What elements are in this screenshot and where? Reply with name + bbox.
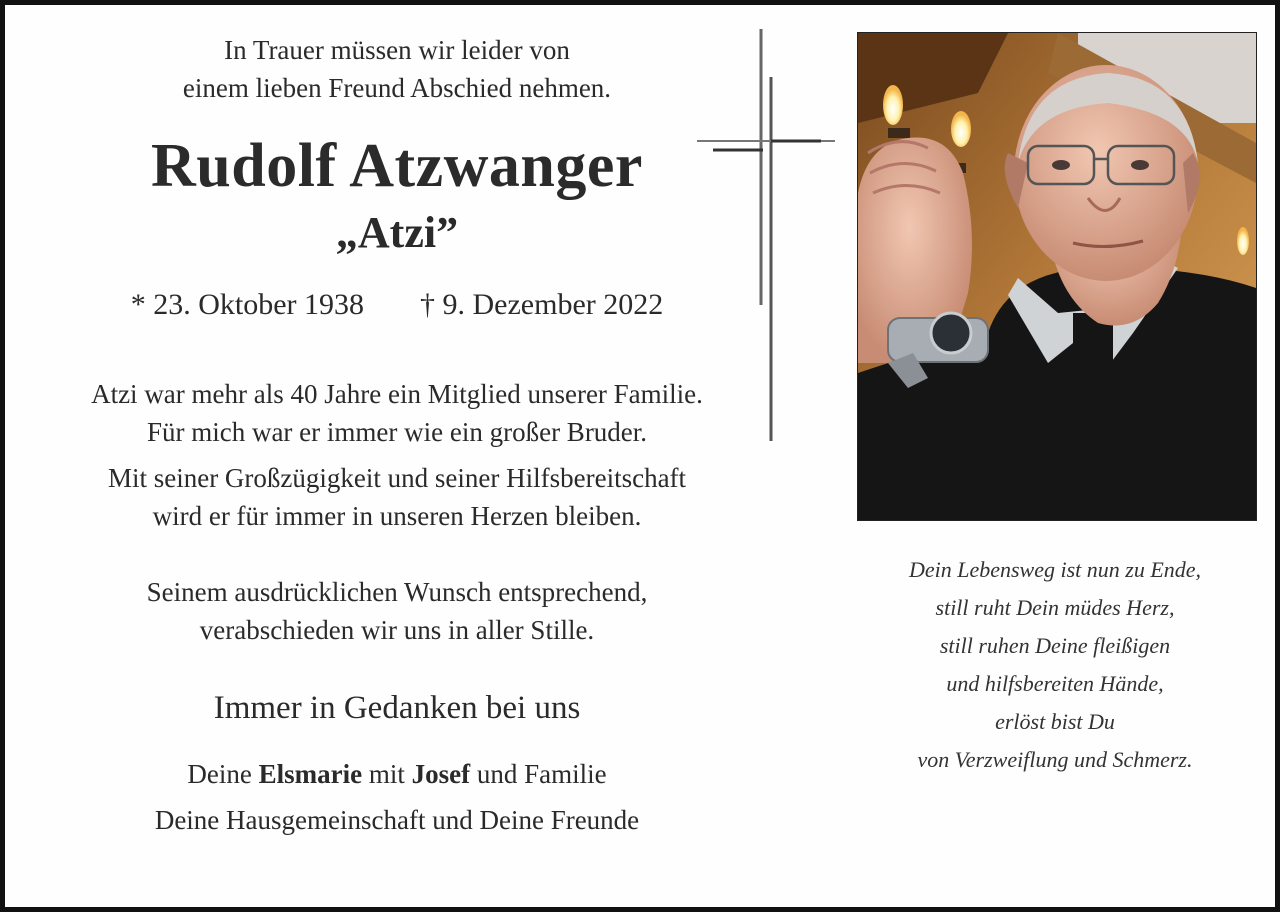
signature-line-1 [23, 755, 771, 793]
body-line-2: Für mich war er immer wie ein großer Bruder. [146, 417, 648, 447]
memorial-poem [865, 551, 1245, 779]
signature-middle: mit [362, 759, 412, 789]
obituary-text-column [23, 31, 771, 839]
signature-suffix: und Familie [470, 759, 607, 789]
life-dates [23, 285, 771, 325]
body-line-4: wird er für immer in unseren Herzen bleiben. [152, 501, 642, 531]
birth-date: * 23. Oktober 1938 [130, 288, 365, 321]
cross-icon [695, 29, 837, 449]
signature-prefix: Deine [187, 759, 259, 789]
body-line-5: Seinem ausdrücklichen Wunsch entsprechend, [146, 577, 648, 607]
body-line-3: Mit seiner Großzügigkeit und seiner Hilfsbereitschaft [107, 463, 687, 493]
poem-line: Dein Lebensweg ist nun zu Ende, [908, 557, 1202, 582]
poem-line: erlöst bist Du [995, 709, 1115, 734]
signature-name-1: Elsmarie [258, 759, 363, 789]
portrait-photo [857, 32, 1257, 521]
intro-line-2: einem lieben Freund Abschied nehmen. [182, 73, 612, 103]
signature-line-2: Deine Hausgemeinschaft und Deine Freunde [154, 805, 640, 835]
deceased-name: Rudolf Atzwanger [151, 132, 643, 200]
portrait-illustration [858, 33, 1256, 520]
intro-line-1: In Trauer müssen wir leider von [224, 35, 570, 65]
poem-line: still ruht Dein müdes Herz, [935, 595, 1175, 620]
poem-line: von Verzweiflung und Schmerz. [917, 747, 1193, 772]
body-line-1: Atzi war mehr als 40 Jahre ein Mitglied unserer Familie. [91, 379, 703, 409]
deceased-nickname: „Atzi” [335, 208, 459, 257]
closing-line: Immer in Gedanken bei uns [213, 690, 581, 726]
poem-line: still ruhen Deine fleißigen [939, 633, 1171, 658]
signature-name-2: Josef [411, 759, 471, 789]
body-line-6: verabschieden wir uns in aller Stille. [199, 615, 595, 645]
death-date: † 9. Dezember 2022 [420, 288, 664, 321]
poem-line: und hilfsbereiten Hände, [946, 671, 1164, 696]
